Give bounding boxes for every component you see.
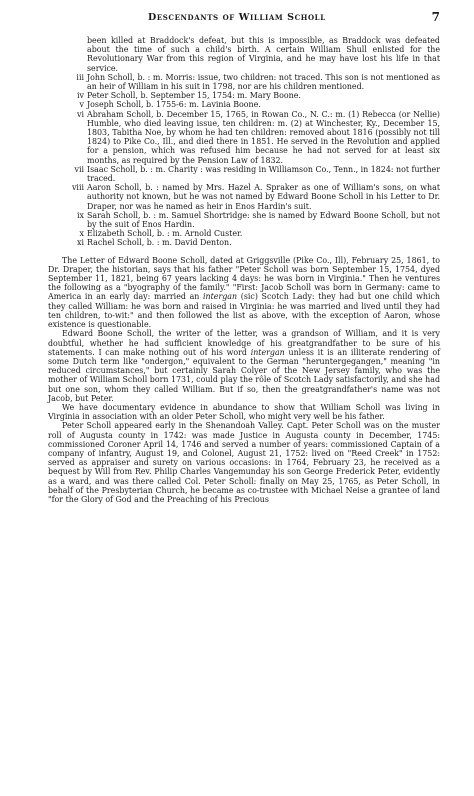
list-item: [77, 210, 440, 230]
list-item: [79, 100, 440, 110]
entry-text: Rachel Scholl, b. : m. David Denton.: [87, 238, 232, 248]
entry-number: viii: [71, 183, 84, 193]
list-item: [71, 183, 440, 211]
continuation-paragraph: been killed at Braddock's defeat, but this is impossible, as Braddock was defeated about the time of such a child's birth. A certain William Shull enlisted for the Revolutionary War from this region of Virginia, and he may have lost his life in that service.: [87, 36, 440, 73]
body-paragraph: [48, 329, 440, 403]
entry-number: iii: [76, 72, 84, 82]
paragraph-text: The Letter of Edward Boone Scholl, dated at Griggsville (Pike Co., Ill), February 25, 1861, to Dr. Draper, the historian, says that his father "Peter Scholl was born September 15, 1754, dyed September 11, 1821, being 67 years lacking 4 days: he was born in Virginia." Then he ventures the following as a "byography of the family." "First: Jacob Scholl was born in Germany: came to America in an early day: married an: [48, 255, 440, 302]
entry-number: x: [79, 229, 84, 239]
list-item: [77, 91, 440, 101]
paragraph-text: unless it is an illiterate rendering of some Dutch term like "ondergon," equivalent to the German "heruntergegangen," meaning "in reduced circumstances," but certainly Sarah Colyer of the New Jersey family, who was the mother of William Scholl born 1731, could play the rôle of Scotch Lady satisfactorily, and she had but one son, whom they called William. But if so, then the greatgrandfather's name was not Jacob, but Peter.: [48, 347, 440, 403]
paragraph-text: (sic) Scotch Lady: they had but one child which they called William: he was born and raised in Virginia: he was married and lived until they had ten children, to-wit:" and then followed the list as above, with the exception of Aaron, whose existence is questionable.: [48, 292, 440, 330]
entry-text: Aaron Scholl, b. : named by Mrs. Hazel A. Spraker as one of William's sons, on what authority not known, but he was not named by Edward Boone Scholl in his Letter to Dr. Draper, nor was he named as heir in Enos Hardin's suit.: [87, 183, 440, 211]
running-title: Descendants of William Scholl: [148, 12, 326, 23]
list-item: [74, 164, 440, 184]
entry-text: Joseph Scholl, b. 1755-6: m. Lavinia Boone.: [87, 100, 261, 110]
list-item: [77, 238, 440, 248]
entry-number: xi: [77, 238, 84, 248]
body-paragraph: Peter Scholl appeared early in the Shenandoah Valley. Capt. Peter Scholl was on the muster roll of Augusta county in 1742: was made Justice in Augusta county in December, 1745: commissioned Coroner April 14, 1746 and served a number of years: commissioned Captain of a company of infantry, August 19, and Colonel, August 21, 1752: lived on "Reed Creek" in 1752: served as appraiser and surety on various occasions: in 1764, February 23, he received as a bequest by Will from Rev. Philip Charles Vangemunday his son George Frederick Peter, evidently as a ward, and was there called Col. Peter Scholl: finally on May 25, 1765, as Peter Scholl, in behalf of the Presbyterian Church, he became as co-trustee with Michael Neise a grantee of land "for the Glory of God and the Preaching of his Precious: [48, 421, 440, 504]
list-item: [76, 72, 440, 92]
body-paragraph: We have documentary evidence in abundance to show that William Scholl was living in Virginia in association with an older Peter Scholl, who might very well be his father.: [48, 402, 440, 422]
paragraph-text: Edward Boone Scholl, the writer of the letter, was a grandson of William, and it is very doubtful, whether he had sufficient knowledge of his greatgrandfather to be sure of his statements. I can make nothing out of his word: [48, 329, 440, 357]
italic-word: intergan: [250, 347, 285, 357]
list-item: [79, 229, 440, 239]
page-header: [48, 10, 440, 36]
entry-text: Abraham Scholl, b. December 15, 1765, in Rowan Co., N. C.: m. (1) Rebecca (or Nellie) Humble, who died leaving issue, ten children: m. (2) at Winchester, Ky., December 15, 1803, Tabitha Noe, by whom he had ten children: removed about 1816 (possibly not till 1824) to Pike Co., Ill., and died there in 1851. He served in the Revolution and applied for a pension, which was refused him because he had not served for at least six months, as required by the Pension Law of 1832.: [87, 109, 440, 165]
entry-number: iv: [77, 91, 84, 101]
entry-number: ix: [77, 210, 84, 220]
page-number: 7: [431, 10, 440, 24]
entry-number: vi: [77, 109, 84, 119]
entry-number: v: [79, 100, 84, 110]
list-item: [77, 109, 440, 165]
section-gap: [48, 248, 440, 256]
entry-text: Peter Scholl, b. September 15, 1754: m. Mary Boone.: [87, 91, 301, 101]
children-list: [48, 73, 440, 248]
italic-word: intergan: [203, 292, 238, 302]
entry-text: Sarah Scholl, b. : m. Samuel Shortridge: she is named by Edward Boone Scholl, but not by the suit of Enos Hardin.: [87, 210, 440, 230]
body-paragraph: [48, 256, 440, 330]
entry-number: vii: [74, 164, 84, 174]
entry-text: Isaac Scholl, b. : m. Charity : was residing in Williamson Co., Tenn., in 1824: not further traced.: [87, 164, 440, 184]
entry-text: Elizabeth Scholl, b. : m. Arnold Custer.: [87, 229, 243, 239]
entry-text: John Scholl, b. : m. Morris: issue, two children: not traced. This son is not mentioned as an heir of William in his suit in 1798, nor are his children mentioned.: [87, 72, 440, 92]
